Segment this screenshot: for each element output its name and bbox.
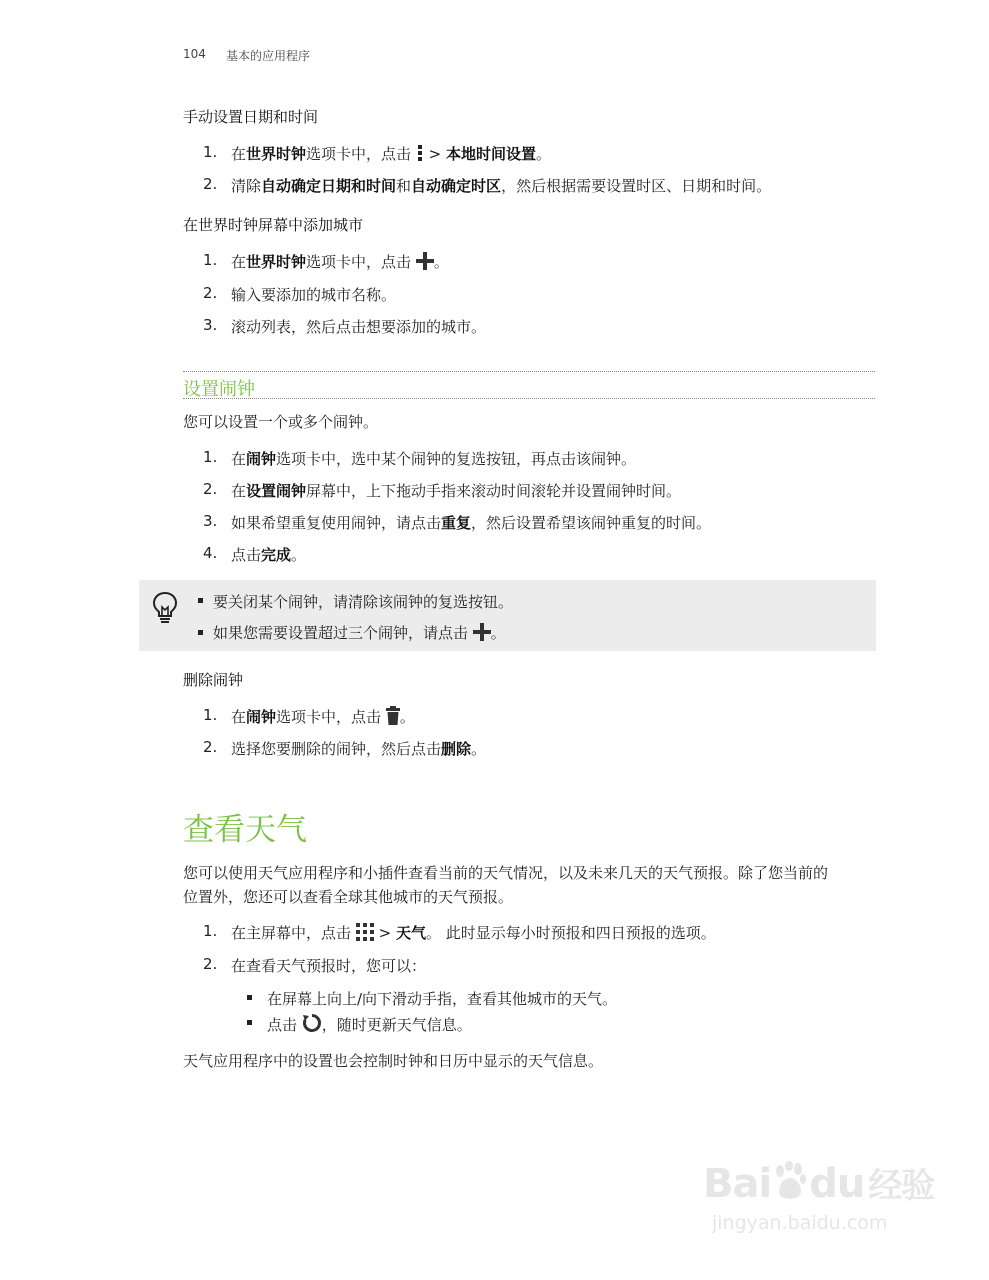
step-number: 1. bbox=[203, 706, 218, 724]
bullet-square bbox=[198, 598, 203, 603]
bullet-square bbox=[247, 1020, 252, 1025]
watermark-url: jingyan.baidu.com bbox=[712, 1212, 888, 1234]
plus-icon bbox=[473, 623, 491, 641]
section-title-manual-datetime: 手动设置日期和时间 bbox=[183, 108, 319, 126]
step-number: 3. bbox=[203, 512, 218, 530]
step-text: 滚动列表，然后点击想要添加的城市。 bbox=[231, 318, 487, 336]
step-number: 4. bbox=[203, 544, 218, 562]
tip-text: 如果您需要设置超过三个闹钟，请点击 。 bbox=[213, 624, 506, 642]
trash-icon bbox=[386, 706, 400, 725]
bullet-square bbox=[198, 630, 203, 635]
step-text: 点击完成。 bbox=[231, 546, 307, 564]
tip-text: 要关闭某个闹钟，请清除该闹钟的复选按钮。 bbox=[213, 593, 514, 611]
refresh-icon bbox=[302, 1013, 322, 1033]
step-number: 1. bbox=[203, 922, 218, 940]
step-text: 在世界时钟选项卡中，点击 > 本地时间设置。 bbox=[231, 145, 551, 163]
step-text: 在查看天气预报时，您可以： bbox=[231, 957, 427, 975]
step-number: 1. bbox=[203, 448, 218, 466]
step-text: 在闹钟选项卡中，点击 。 bbox=[231, 708, 415, 726]
plus-icon bbox=[416, 252, 434, 270]
step-number: 2. bbox=[203, 480, 218, 498]
step-text: 在设置闹钟屏幕中，上下拖动手指来滚动时间滚轮并设置闹钟时间。 bbox=[231, 482, 682, 500]
step-number: 2. bbox=[203, 955, 218, 973]
section-intro: 您可以设置一个或多个闹钟。 bbox=[183, 413, 379, 431]
divider-bottom bbox=[183, 398, 875, 399]
lightbulb-icon bbox=[152, 591, 178, 625]
chapter-title: 基本的应用程序 bbox=[226, 49, 311, 63]
step-text: 清除自动确定日期和时间和自动确定时区，然后根据需要设置时区、日期和时间。 bbox=[231, 177, 772, 195]
page-number: 104 bbox=[183, 47, 206, 61]
section-title-add-city: 在世界时钟屏幕中添加城市 bbox=[183, 216, 364, 234]
step-text: 选择您要删除的闹钟，然后点击删除。 bbox=[231, 740, 487, 758]
weather-footer-note: 天气应用程序中的设置也会控制时钟和日历中显示的天气信息。 bbox=[183, 1052, 604, 1070]
section-title-delete-alarm: 删除闹钟 bbox=[183, 671, 244, 689]
step-number: 1. bbox=[203, 143, 218, 161]
step-number: 3. bbox=[203, 316, 218, 334]
bullet-text: 在屏幕上向上/向下滑动手指，查看其他城市的天气。 bbox=[267, 990, 618, 1008]
divider-top bbox=[183, 371, 875, 372]
app-grid-icon bbox=[356, 923, 374, 941]
watermark-brand: Bai du 经验 bbox=[703, 1161, 935, 1207]
step-text: 在闹钟选项卡中，选中某个闹钟的复选按钮，再点击该闹钟。 bbox=[231, 450, 637, 468]
bullet-square bbox=[247, 995, 252, 1000]
step-text: 在世界时钟选项卡中，点击 。 bbox=[231, 253, 449, 271]
step-number: 2. bbox=[203, 284, 218, 302]
section-title-set-alarm: 设置闹钟 bbox=[183, 379, 255, 400]
weather-intro-line-1: 您可以使用天气应用程序和小插件查看当前的天气情况，以及未来几天的天气预报。除了您当前的 bbox=[183, 864, 829, 882]
step-number: 1. bbox=[203, 251, 218, 269]
step-number: 2. bbox=[203, 175, 218, 193]
step-text: 如果希望重复使用闹钟，请点击重复，然后设置希望该闹钟重复的时间。 bbox=[231, 514, 712, 532]
menu-dots-icon bbox=[416, 144, 424, 162]
weather-intro-line-2: 位置外，您还可以查看全球其他城市的天气预报。 bbox=[183, 888, 514, 906]
step-number: 2. bbox=[203, 738, 218, 756]
step-text: 在主屏幕中，点击 > 天气。 此时显示每小时预报和四日预报的选项。 bbox=[231, 924, 716, 942]
section-title-weather: 查看天气 bbox=[183, 812, 307, 848]
paw-icon bbox=[773, 1161, 807, 1201]
bullet-text: 点击 ，随时更新天气信息。 bbox=[267, 1013, 472, 1035]
step-text: 输入要添加的城市名称。 bbox=[231, 286, 397, 304]
